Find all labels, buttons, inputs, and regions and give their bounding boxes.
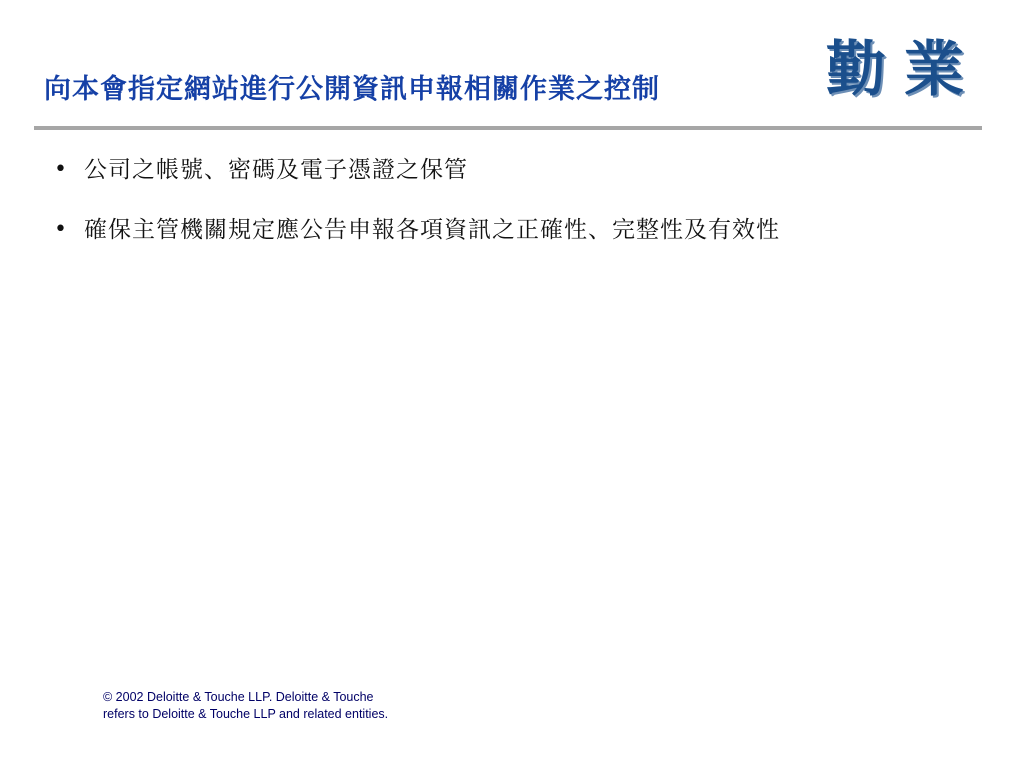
company-logo: 勤業 — [826, 35, 982, 105]
bullet-dot-icon: • — [54, 157, 68, 182]
bullet-item — [52, 212, 780, 248]
title-divider — [34, 126, 982, 130]
bullet-item — [52, 152, 780, 188]
slide-title: 向本會指定網站進行公開資訊申報相關作業之控制 — [44, 74, 660, 105]
copyright-line-1: © 2002 Deloitte & Touche LLP. Deloitte & Touche — [103, 690, 374, 704]
copyright-footer — [103, 689, 388, 723]
bullet-list — [52, 152, 780, 272]
bullet-text: 公司之帳號、密碼及電子憑證之保管 — [84, 157, 468, 183]
bullet-dot-icon: • — [54, 217, 68, 242]
copyright-line-2: refers to Deloitte & Touche LLP and related entities. — [103, 707, 389, 721]
bullet-text: 確保主管機關規定應公告申報各項資訊之正確性、完整性及有效性 — [84, 217, 780, 243]
